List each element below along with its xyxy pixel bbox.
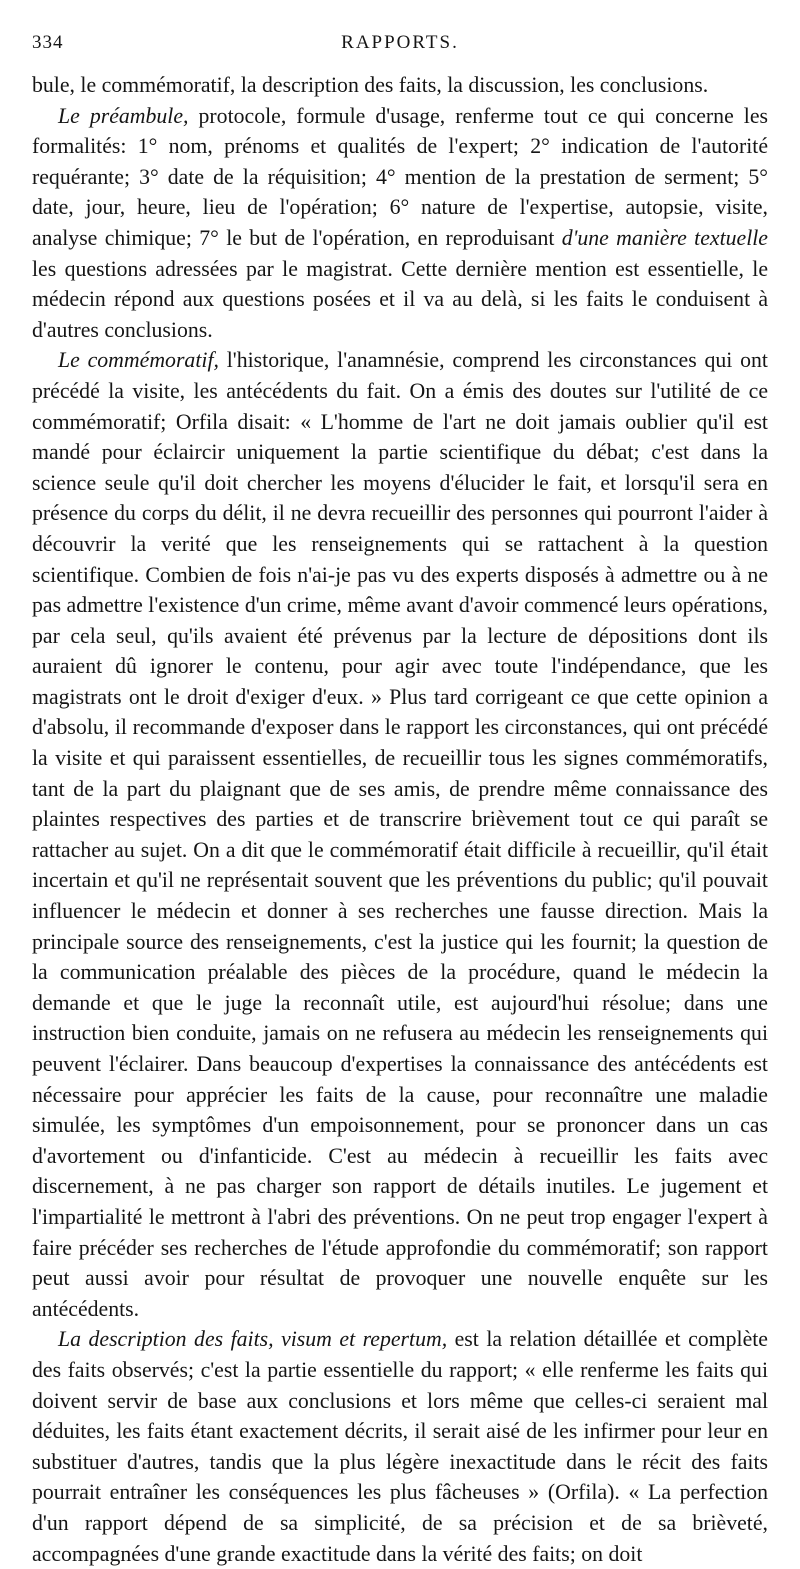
- italic-text-segment: d'une manière textuelle: [561, 225, 768, 250]
- paragraph: [32, 345, 768, 1324]
- page-header: [32, 26, 768, 56]
- body-text: [32, 70, 768, 1569]
- text-segment: est la relation détaillée et complète des faits observés; c'est la partie essentielle du rapport; « elle renferme les faits qui doivent servir de base aux conclusions et lors même que celles-ci seraient mal déduites, les faits étant exactement décrits, il serait aisé de les infirmer pour leur en substituer d'autres, tandis que la plus légère inexactitude dans le récit des faits pourrait entraîner les conséquences les plus fâcheuses » (Orfila). « La perfection d'un rapport dépend de sa simplicité, de sa précision et de sa brièveté, accompagnées d'une grande exactitude dans la vérité des faits; on doit: [32, 1327, 768, 1566]
- text-segment: les questions adressées par le magistrat. Cette dernière mention est essentielle, le médecin répond aux questions posées et il va au delà, si les faits le conduisent à d'autres conclusions.: [32, 256, 768, 342]
- paragraph: [32, 1324, 768, 1569]
- running-head: RAPPORTS.: [341, 32, 459, 53]
- italic-text-segment: La description des faits, visum et repertum,: [58, 1327, 448, 1352]
- text-segment: protocole, formule d'usage, renferme tout ce qui concerne les formalités: 1° nom, prénoms et qualités de l'expert; 2° indication de l'autorité requérante; 3° date de la réquisition; 4° mention de la prestation de serment; 5° date, jour, heure, lieu de l'opération; 6° nature de l'expertise, autopsie, visite, analyse chimique; 7° le but de l'opération, en reproduisant: [32, 103, 768, 250]
- text-segment: l'historique, l'anamnésie, comprend les circonstances qui ont précédé la visite, les antécédents du fait. On a émis des doutes sur l'utilité de ce commémoratif; Orfila disait: « L'homme de l'art ne doit jamais oublier qu'il est mandé pour éclaircir uniquement la partie scientifique du débat; c'est dans la science seule qu'il doit chercher les moyens d'élucider le fait, et lorsqu'il sera en présence du corps du délit, il ne devra recueillir des personnes qui pourront l'aider à découvrir la verité que les renseignements qui se rattachent à la question scientifique. Combien de fois n'ai-je pas vu des experts disposés à admettre ou à ne pas admettre l'existence d'un crime, même avant d'avoir commencé leurs opérations, par cela seul, qu'ils avaient été prévenus par la lecture de dépositions dont ils auraient dû ignorer le contenu, pour agir avec toute l'indépendance, que les magistrats ont le droit d'exiger d'eux. » Plus tard corrigeant ce que cette opinion a d'absolu, il recommande d'exposer dans le rapport les circonstances, qui ont précédé la visite et qui paraissent essentielles, de recueillir tous les signes commémoratifs, tant de la part du plaignant que de ses amis, de prendre même connaissance des plaintes respectives des parties et de transcrire brièvement tout ce qui paraît se rattacher au sujet. On a dit que le commémoratif était difficile à recueillir, qu'il était incertain et qu'il ne représentait souvent que les préventions du public; qu'il pouvait influencer le médecin et donner à ses recherches une fausse direction. Mais la principale source des renseignements, c'est la justice qui les fournit; la question de la communication préalable des pièces de la procédure, quand le médecin la demande et que le juge la reconnaît utile, est aujourd'hui résolue; dans une instruction bien conduite, jamais on ne refusera au médecin les renseignements qui peuvent l'éclairer. Dans beaucoup d'expertises la connaissance des antécédents est nécessaire pour apprécier les faits de la cause, pour reconnaître une maladie simulée, les symptômes d'un empoisonnement, pour se prononcer dans un cas d'avortement ou d'infanticide. C'est au médecin à recueillir les faits avec discernement, à ne pas charger son rapport de détails inutiles. Le jugement et l'impartialité le mettront à l'abri des préventions. On ne peut trop engager l'expert à faire précéder ses recherches de l'étude approfondie du commémoratif; son rapport peut aussi avoir pour résultat de provoquer une nouvelle enquête sur les antécédents.: [32, 348, 768, 1321]
- page-number: 334: [32, 32, 64, 53]
- italic-text-segment: Le préambule,: [58, 103, 189, 128]
- text-segment: bule, le commémoratif, la description des faits, la discussion, les conclusions.: [32, 73, 709, 97]
- paragraph: [32, 70, 768, 101]
- italic-text-segment: Le commémoratif,: [58, 348, 219, 373]
- paragraph: [32, 101, 768, 346]
